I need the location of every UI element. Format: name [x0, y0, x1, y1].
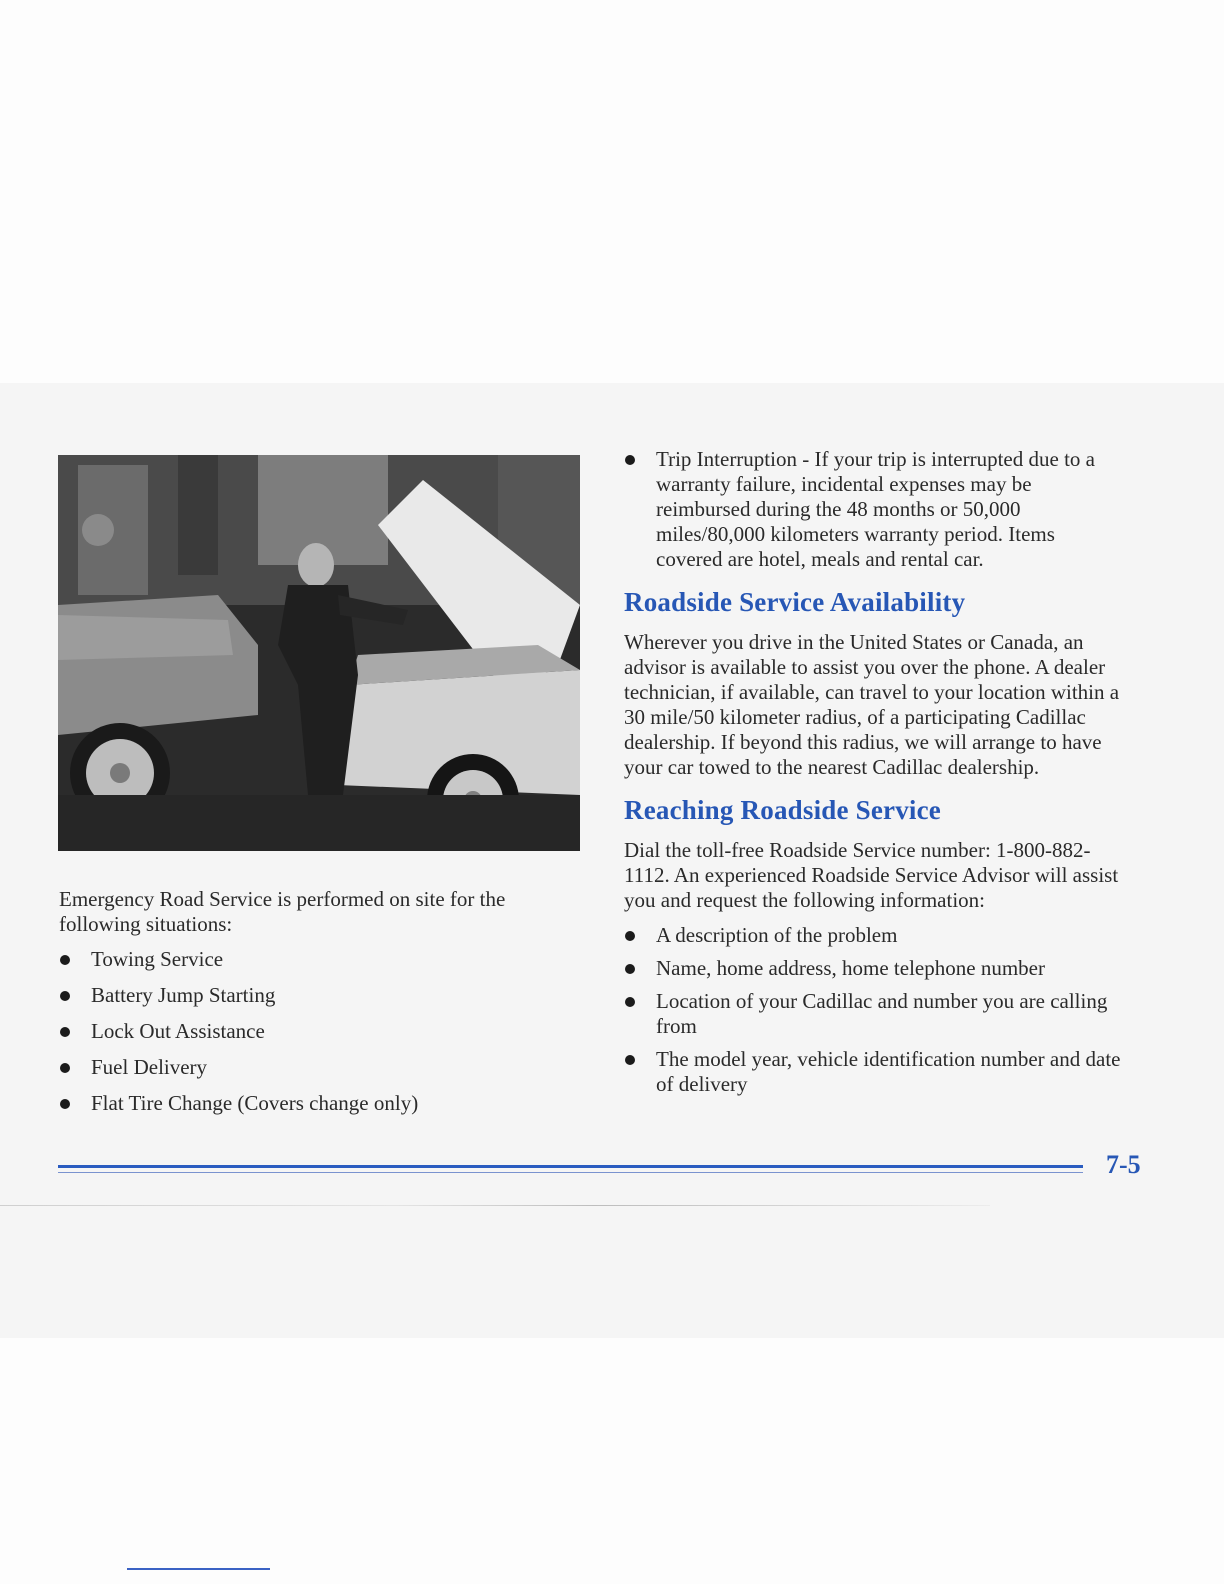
left-column [59, 887, 559, 1127]
list-item: Flat Tire Change (Covers change only) [59, 1091, 559, 1116]
list-item: Towing Service [59, 947, 559, 972]
man-checking-engine-icon [58, 455, 580, 851]
list-item: Lock Out Assistance [59, 1019, 559, 1044]
list-item: Fuel Delivery [59, 1055, 559, 1080]
trip-interruption-list [624, 447, 1124, 572]
trip-interruption-item: Trip Interruption - If your trip is interrupted due to a warranty failure, incidental expenses may be reimbursed during the 48 months or 50,000 miles/80,000 kilometers warranty period. Items covered are hotel, meals and rental car. [624, 447, 1124, 572]
availability-paragraph: Wherever you drive in the United States or Canada, an advisor is available to assist you over the phone. A dealer technician, if available, can travel to your location within a 30 mile/50 kilometer radius, of a participating Cadillac dealership. If beyond this radius, we will arrange to have your car towed to the nearest Cadillac dealership. [624, 630, 1120, 779]
information-list [624, 923, 1124, 1097]
bottom-accent-line [127, 1568, 270, 1570]
list-item: Battery Jump Starting [59, 983, 559, 1008]
reaching-paragraph: Dial the toll-free Roadside Service number: 1-800-882-1112. An experienced Roadside Service Advisor will assist you and request the following information: [624, 838, 1119, 912]
list-item: The model year, vehicle identification number and date of delivery [624, 1047, 1124, 1097]
list-item: Name, home address, home telephone number [624, 956, 1124, 981]
emergency-service-intro: Emergency Road Service is performed on site for the following situations: [59, 887, 506, 936]
list-item: A description of the problem [624, 923, 1124, 948]
list-item: Location of your Cadillac and number you are calling from [624, 989, 1124, 1039]
right-column [624, 447, 1124, 1105]
roadside-service-photo [58, 455, 580, 851]
footer-rule-thin [58, 1172, 1083, 1173]
page-number: 7-5 [1106, 1150, 1141, 1179]
scan-artifact-line [0, 1205, 990, 1206]
footer-rule [58, 1165, 1083, 1168]
service-list [59, 947, 559, 1116]
availability-heading: Roadside Service Availability [624, 587, 966, 617]
reaching-heading: Reaching Roadside Service [624, 795, 941, 825]
